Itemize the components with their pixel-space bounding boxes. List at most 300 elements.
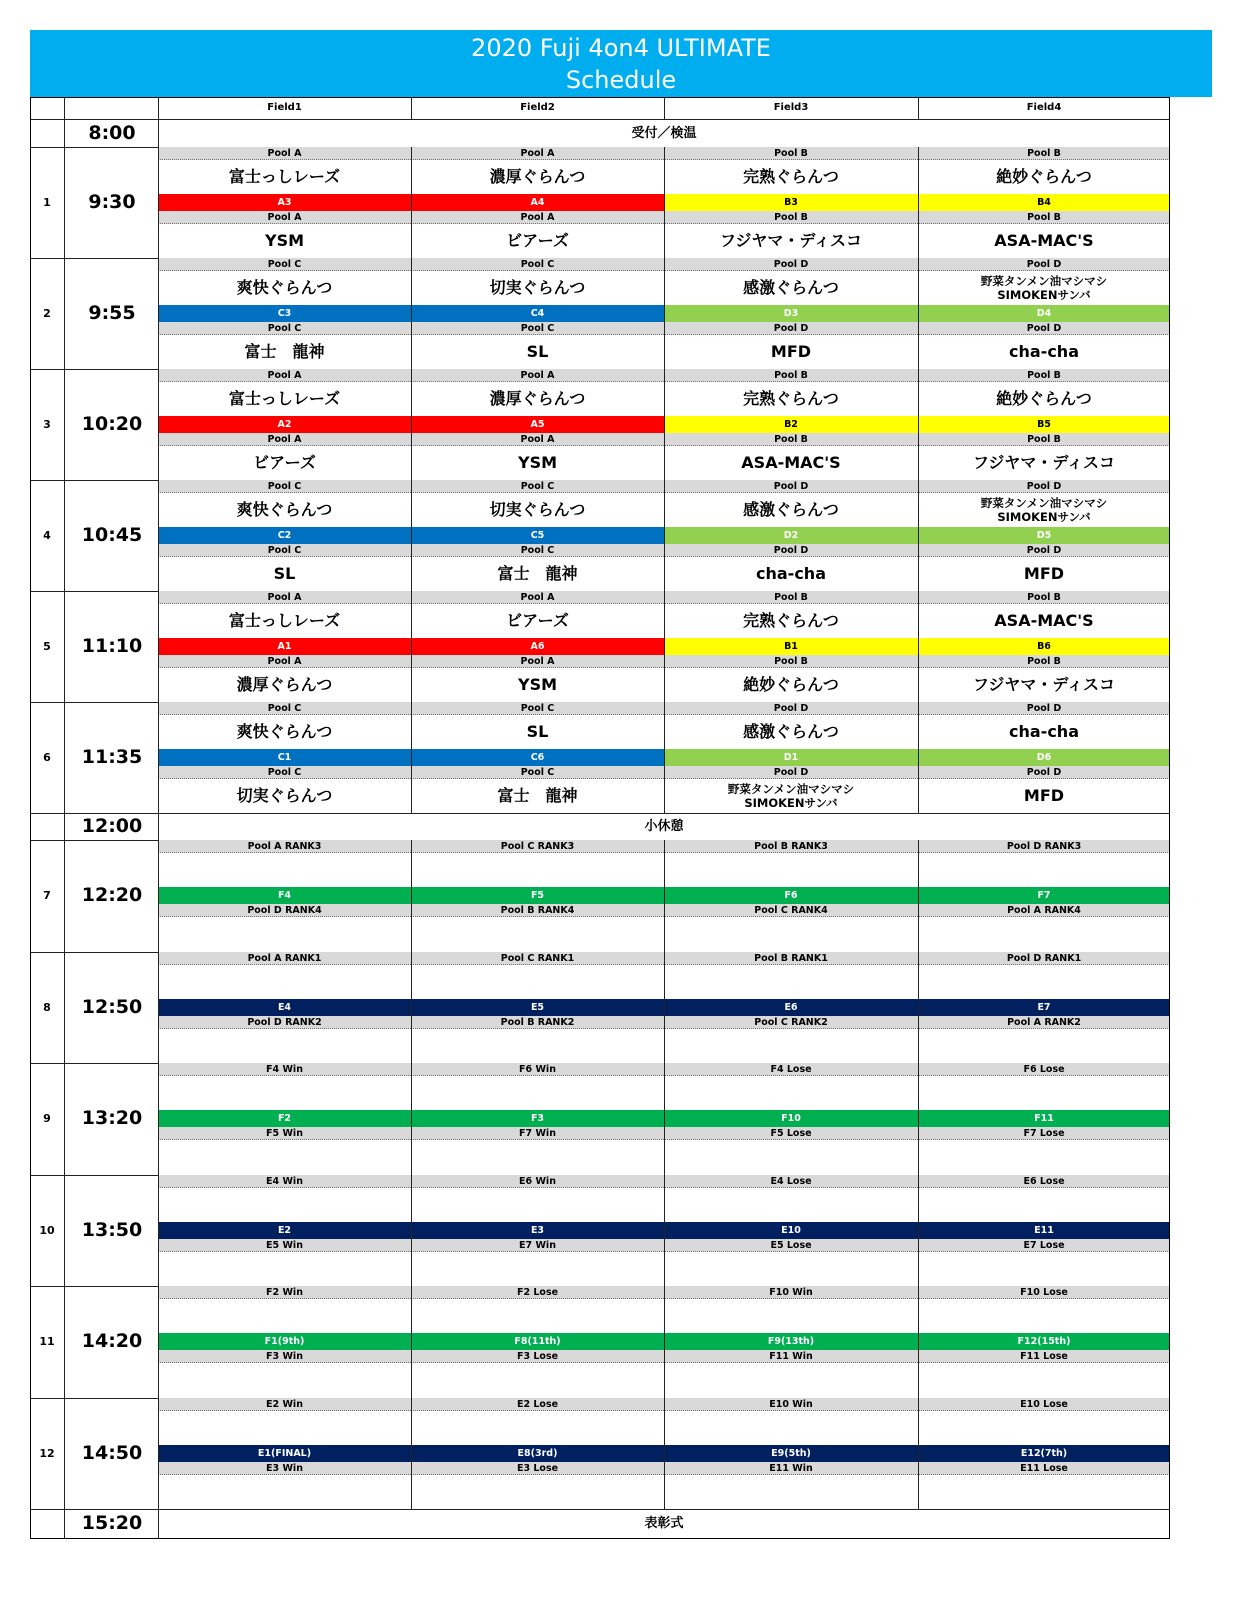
round-number: 9 — [43, 1112, 51, 1125]
match-code-band: F9(13th) — [664, 1333, 918, 1350]
pool-label: Pool C — [158, 702, 411, 715]
column-divider — [64, 97, 65, 119]
pool-label: Pool B — [918, 655, 1170, 668]
team-name: 富士っしレーズ — [228, 167, 341, 186]
match-code-band: D1 — [664, 749, 918, 766]
team-name: MFD — [770, 342, 812, 361]
pool-label: E6 Win — [411, 1175, 664, 1188]
match-code-band: D5 — [918, 527, 1170, 544]
team-name: YSM — [264, 231, 305, 250]
column-divider — [411, 258, 412, 369]
team-name: フジヤマ・ディスコ — [972, 675, 1116, 694]
pool-label: E7 Lose — [918, 1239, 1170, 1252]
field-header: Field3 — [773, 102, 809, 113]
match-code-band: E4 — [158, 999, 411, 1016]
pool-label: Pool A — [158, 147, 411, 160]
team-name — [158, 1076, 411, 1110]
column-divider — [158, 591, 159, 702]
team-name: 富士っしレーズ — [228, 611, 341, 630]
pool-label: Pool C — [411, 766, 664, 779]
team-name — [158, 1029, 411, 1063]
column-divider — [918, 1063, 919, 1175]
team-name — [158, 853, 411, 887]
match-code-band: D4 — [918, 305, 1170, 322]
column-divider — [664, 369, 665, 480]
pool-label: Pool A — [158, 369, 411, 382]
team-name — [158, 1188, 411, 1222]
pool-label: Pool D — [664, 258, 918, 271]
column-divider — [64, 840, 65, 952]
team-name: 絶妙ぐらんつ — [996, 389, 1092, 408]
column-divider — [64, 1286, 65, 1398]
round-number: 6 — [43, 751, 51, 764]
time-label: 9:30 — [88, 191, 136, 213]
time-label: 12:00 — [81, 815, 143, 837]
column-divider — [64, 591, 65, 702]
match-code-band: E10 — [664, 1222, 918, 1239]
column-divider — [664, 1286, 665, 1398]
pool-label: Pool A RANK3 — [158, 840, 411, 853]
team-name — [664, 1029, 918, 1063]
team-name — [918, 1140, 1170, 1174]
team-name: 野菜タンメン油マシマシ SIMOKENサンバ — [980, 496, 1108, 524]
pool-label: F6 Win — [411, 1063, 664, 1076]
column-divider — [411, 97, 412, 119]
team-name: 野菜タンメン油マシマシ SIMOKENサンバ — [727, 782, 855, 810]
pool-label: Pool D RANK1 — [918, 952, 1170, 965]
pool-label: F7 Win — [411, 1127, 664, 1140]
schedule-header — [30, 30, 1212, 97]
pool-label: Pool C — [411, 258, 664, 271]
team-name: 濃厚ぐらんつ — [489, 167, 586, 186]
column-divider — [158, 702, 159, 813]
pool-label: E4 Win — [158, 1175, 411, 1188]
team-name — [918, 1076, 1170, 1110]
column-divider — [64, 952, 65, 1064]
team-name: 感激ぐらんつ — [743, 500, 839, 519]
team-name — [411, 1140, 664, 1174]
pool-label: E10 Lose — [918, 1398, 1170, 1411]
pool-label: Pool B — [664, 147, 918, 160]
team-name: 富士 龍神 — [497, 564, 578, 583]
column-divider — [664, 1063, 665, 1175]
column-divider — [64, 1175, 65, 1287]
column-divider — [158, 369, 159, 480]
round-number: 2 — [43, 307, 51, 320]
team-name — [664, 917, 918, 951]
team-name: 富士 龍神 — [244, 342, 325, 361]
column-divider — [411, 591, 412, 702]
column-divider — [664, 480, 665, 591]
column-divider — [158, 120, 159, 147]
pool-label: Pool A — [158, 433, 411, 446]
page-title: 2020 Fuji 4on4 ULTIMATE — [471, 34, 771, 62]
team-name — [158, 965, 411, 999]
column-divider — [918, 147, 919, 258]
column-divider — [664, 840, 665, 952]
team-name: 切実ぐらんつ — [489, 500, 586, 519]
pool-label: Pool C RANK4 — [664, 904, 918, 917]
team-name — [918, 1029, 1170, 1063]
column-divider — [64, 813, 65, 840]
pool-label: F5 Lose — [664, 1127, 918, 1140]
column-divider — [158, 97, 159, 119]
match-code-band: F5 — [411, 887, 664, 904]
team-name: フジヤマ・ディスコ — [719, 231, 863, 250]
column-divider — [411, 480, 412, 591]
team-name — [664, 965, 918, 999]
round-number: 7 — [43, 889, 51, 902]
column-divider — [664, 591, 665, 702]
column-divider — [664, 258, 665, 369]
team-name: 絶妙ぐらんつ — [996, 167, 1092, 186]
field-header: Field4 — [1026, 102, 1062, 113]
match-code-band: B5 — [918, 416, 1170, 433]
column-divider — [411, 952, 412, 1064]
column-divider — [918, 97, 919, 119]
team-name: 爽快ぐらんつ — [236, 722, 333, 741]
time-label: 12:50 — [81, 995, 143, 1018]
column-divider — [918, 480, 919, 591]
column-divider — [158, 147, 159, 258]
column-divider — [918, 258, 919, 369]
team-name — [411, 965, 664, 999]
column-divider — [158, 258, 159, 369]
match-code-band: E5 — [411, 999, 664, 1016]
team-name — [918, 1363, 1170, 1397]
team-name — [158, 1475, 411, 1509]
team-name: 完熟ぐらんつ — [743, 167, 839, 186]
team-name — [411, 917, 664, 951]
pool-label: Pool C — [158, 322, 411, 335]
pool-label: Pool D — [664, 480, 918, 493]
pool-label: E5 Win — [158, 1239, 411, 1252]
pool-label: Pool A — [158, 591, 411, 604]
column-divider — [664, 97, 665, 119]
team-name — [918, 1299, 1170, 1333]
team-name — [918, 853, 1170, 887]
team-name: ビアーズ — [506, 611, 569, 630]
match-code-band: A6 — [411, 638, 664, 655]
team-name — [664, 1363, 918, 1397]
team-name — [158, 1140, 411, 1174]
column-divider — [158, 1398, 159, 1510]
pool-label: Pool C RANK2 — [664, 1016, 918, 1029]
match-code-band: A2 — [158, 416, 411, 433]
column-divider — [411, 1398, 412, 1510]
team-name — [664, 1188, 918, 1222]
team-name: 富士っしレーズ — [228, 389, 341, 408]
column-divider — [918, 1286, 919, 1398]
pool-label: Pool C — [158, 258, 411, 271]
team-name: SL — [526, 342, 549, 361]
pool-label: E5 Lose — [664, 1239, 918, 1252]
team-name: ASA-MAC'S — [994, 231, 1094, 250]
pool-label: F3 Lose — [411, 1350, 664, 1363]
team-name — [158, 1299, 411, 1333]
team-name: SL — [526, 722, 549, 741]
time-label: 8:00 — [88, 122, 136, 144]
team-name — [411, 1475, 664, 1509]
match-code-band: F2 — [158, 1110, 411, 1127]
pool-label: E10 Win — [664, 1398, 918, 1411]
pool-label: E4 Lose — [664, 1175, 918, 1188]
pool-label: Pool C RANK1 — [411, 952, 664, 965]
team-name: 野菜タンメン油マシマシ SIMOKENサンバ — [980, 274, 1108, 302]
team-name: cha-cha — [756, 564, 826, 583]
match-code-band: D2 — [664, 527, 918, 544]
pool-label: Pool D RANK3 — [918, 840, 1170, 853]
pool-label: Pool A RANK2 — [918, 1016, 1170, 1029]
column-divider — [411, 702, 412, 813]
match-code-band: F6 — [664, 887, 918, 904]
pool-label: Pool D — [918, 544, 1170, 557]
pool-label: F2 Win — [158, 1286, 411, 1299]
match-code-band: E8(3rd) — [411, 1445, 664, 1462]
pool-label: Pool A — [411, 591, 664, 604]
team-name — [918, 1475, 1170, 1509]
pool-label: Pool B RANK1 — [664, 952, 918, 965]
team-name — [664, 1299, 918, 1333]
pool-label: E7 Win — [411, 1239, 664, 1252]
pool-label: F6 Lose — [918, 1063, 1170, 1076]
team-name: cha-cha — [1009, 722, 1079, 741]
team-name: 爽快ぐらんつ — [236, 500, 333, 519]
column-divider — [664, 147, 665, 258]
column-divider — [64, 147, 65, 258]
team-name: 濃厚ぐらんつ — [489, 389, 586, 408]
field-header: Field2 — [520, 102, 555, 113]
schedule-table — [30, 97, 1212, 1589]
match-code-band: F10 — [664, 1110, 918, 1127]
match-code-band: A5 — [411, 416, 664, 433]
match-code-band: B1 — [664, 638, 918, 655]
match-code-band: D6 — [918, 749, 1170, 766]
team-name — [411, 1299, 664, 1333]
pool-label: Pool D RANK4 — [158, 904, 411, 917]
column-divider — [918, 369, 919, 480]
team-name — [664, 1252, 918, 1286]
team-name: MFD — [1023, 786, 1065, 805]
match-code-band: E11 — [918, 1222, 1170, 1239]
time-label: 9:55 — [88, 302, 136, 324]
round-number: 3 — [43, 418, 51, 431]
pool-label: Pool A — [158, 211, 411, 224]
team-name: YSM — [517, 453, 558, 472]
column-divider — [158, 1175, 159, 1287]
column-divider — [918, 591, 919, 702]
team-name: 感激ぐらんつ — [743, 278, 839, 297]
team-name: SL — [273, 564, 296, 583]
match-code-band: A1 — [158, 638, 411, 655]
team-name: cha-cha — [1009, 342, 1079, 361]
team-name — [411, 1076, 664, 1110]
row-divider — [30, 1538, 1170, 1539]
column-divider — [158, 480, 159, 591]
match-code-band: F8(11th) — [411, 1333, 664, 1350]
pool-label: F11 Win — [664, 1350, 918, 1363]
pool-label: Pool D — [664, 766, 918, 779]
match-code-band: B3 — [664, 194, 918, 211]
match-code-band: F3 — [411, 1110, 664, 1127]
pool-label: F4 Lose — [664, 1063, 918, 1076]
pool-label: Pool C — [158, 544, 411, 557]
pool-label: E3 Lose — [411, 1462, 664, 1475]
pool-label: F10 Win — [664, 1286, 918, 1299]
team-name — [664, 1076, 918, 1110]
match-code-band: E7 — [918, 999, 1170, 1016]
column-divider — [664, 1175, 665, 1287]
pool-label: Pool B RANK2 — [411, 1016, 664, 1029]
column-divider — [918, 840, 919, 952]
pool-label: Pool A — [411, 211, 664, 224]
time-label: 11:10 — [81, 635, 143, 657]
pool-label: Pool D — [918, 766, 1170, 779]
team-name: ビアーズ — [253, 453, 316, 472]
pool-label: Pool B — [664, 655, 918, 668]
column-divider — [411, 1063, 412, 1175]
pool-label: Pool D — [664, 702, 918, 715]
column-divider — [918, 1398, 919, 1510]
match-code-band: C6 — [411, 749, 664, 766]
team-name: 絶妙ぐらんつ — [743, 675, 839, 694]
team-name: 富士 龍神 — [497, 786, 578, 805]
pool-label: Pool D — [918, 322, 1170, 335]
field-header: Field1 — [267, 102, 302, 113]
round-number: 8 — [43, 1000, 51, 1014]
team-name — [158, 1252, 411, 1286]
pool-label: F7 Lose — [918, 1127, 1170, 1140]
match-code-band: A3 — [158, 194, 411, 211]
pool-label: Pool A — [411, 369, 664, 382]
pool-label: Pool B — [918, 147, 1170, 160]
pool-label: Pool D — [918, 258, 1170, 271]
pool-label: Pool B — [664, 433, 918, 446]
pool-label: Pool A — [411, 147, 664, 160]
column-divider — [158, 813, 159, 840]
column-divider — [411, 1286, 412, 1398]
team-name — [918, 917, 1170, 951]
time-label: 10:45 — [81, 524, 143, 546]
pool-label: Pool D — [918, 480, 1170, 493]
column-divider — [64, 1063, 65, 1175]
team-name — [158, 917, 411, 951]
pool-label: Pool A — [411, 655, 664, 668]
pool-label: Pool D — [918, 702, 1170, 715]
team-name: フジヤマ・ディスコ — [972, 453, 1116, 472]
team-name — [664, 1140, 918, 1174]
pool-label: F3 Win — [158, 1350, 411, 1363]
pool-label: Pool C — [411, 702, 664, 715]
pool-label: Pool C — [158, 766, 411, 779]
time-label: 12:20 — [81, 884, 143, 906]
pool-label: F11 Lose — [918, 1350, 1170, 1363]
column-divider — [158, 1063, 159, 1175]
time-label: 13:20 — [81, 1107, 143, 1129]
team-name: 完熟ぐらんつ — [743, 611, 839, 630]
team-name — [158, 1363, 411, 1397]
column-divider — [664, 702, 665, 813]
column-divider — [664, 1398, 665, 1510]
time-label: 13:50 — [81, 1218, 143, 1241]
column-divider — [64, 702, 65, 813]
pool-label: Pool B — [664, 591, 918, 604]
team-name: 濃厚ぐらんつ — [236, 675, 333, 694]
column-divider — [64, 1398, 65, 1510]
pool-label: Pool C — [411, 322, 664, 335]
pool-label: E2 Lose — [411, 1398, 664, 1411]
pool-label: Pool B — [918, 433, 1170, 446]
team-name: MFD — [1023, 564, 1065, 583]
pool-label: Pool B — [664, 369, 918, 382]
round-number: 11 — [39, 1335, 55, 1348]
pool-label: E2 Win — [158, 1398, 411, 1411]
team-name: YSM — [517, 675, 558, 694]
time-label: 11:35 — [81, 746, 143, 768]
match-code-band: B4 — [918, 194, 1170, 211]
match-code-band: A4 — [411, 194, 664, 211]
match-code-band: E6 — [664, 999, 918, 1016]
column-divider — [664, 952, 665, 1064]
match-code-band: E1(FINAL) — [158, 1445, 411, 1462]
pool-label: Pool C — [158, 480, 411, 493]
team-name: ASA-MAC'S — [741, 453, 841, 472]
match-code-band: F4 — [158, 887, 411, 904]
column-divider — [64, 1509, 65, 1538]
pool-label: Pool B — [664, 211, 918, 224]
match-code-band: F1(9th) — [158, 1333, 411, 1350]
match-code-band: E3 — [411, 1222, 664, 1239]
round-number: 4 — [43, 529, 51, 542]
team-name: 切実ぐらんつ — [236, 786, 333, 805]
column-divider — [918, 702, 919, 813]
match-code-band: D3 — [664, 305, 918, 322]
time-label: 15:20 — [81, 1512, 143, 1534]
column-divider — [64, 480, 65, 591]
team-name — [411, 1411, 664, 1445]
match-code-band: C2 — [158, 527, 411, 544]
team-name — [918, 965, 1170, 999]
match-code-band: C4 — [411, 305, 664, 322]
team-name — [158, 1411, 411, 1445]
pool-label: Pool B — [918, 591, 1170, 604]
pool-label: Pool A RANK4 — [918, 904, 1170, 917]
match-code-band: E2 — [158, 1222, 411, 1239]
match-code-band: F12(15th) — [918, 1333, 1170, 1350]
span-row-label: 小休憩 — [644, 819, 684, 834]
column-divider — [64, 120, 65, 147]
time-label: 10:20 — [81, 413, 143, 435]
column-divider — [64, 258, 65, 369]
pool-label: Pool C RANK3 — [411, 840, 664, 853]
team-name: 爽快ぐらんつ — [236, 278, 333, 297]
match-code-band: B2 — [664, 416, 918, 433]
team-name — [918, 1188, 1170, 1222]
team-name: 切実ぐらんつ — [489, 278, 586, 297]
round-number: 10 — [39, 1223, 55, 1237]
match-code-band: F7 — [918, 887, 1170, 904]
team-name: ASA-MAC'S — [994, 611, 1094, 630]
span-row-label: 表彰式 — [644, 1516, 684, 1531]
column-divider — [411, 369, 412, 480]
match-code-band: C3 — [158, 305, 411, 322]
team-name: 完熟ぐらんつ — [743, 389, 839, 408]
column-divider — [918, 1175, 919, 1287]
team-name — [664, 1411, 918, 1445]
column-divider — [411, 840, 412, 952]
pool-label: Pool A RANK1 — [158, 952, 411, 965]
pool-label: Pool D RANK2 — [158, 1016, 411, 1029]
